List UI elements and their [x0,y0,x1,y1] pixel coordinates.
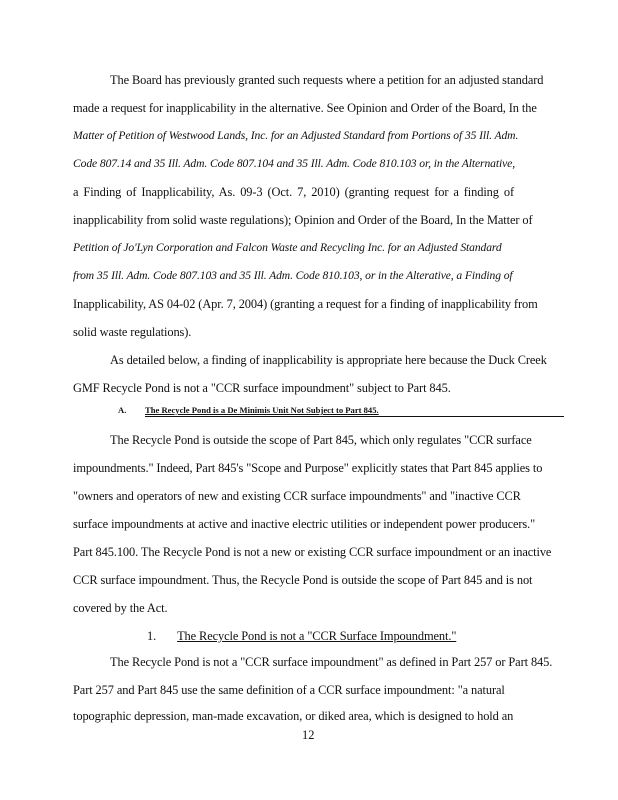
paragraph-line: The Recycle Pond is not a "CCR surface impoundment" as defined in Part 257 or Part 845. [110,655,553,669]
paragraph-line: The Board has previously granted such requests where a petition for an adjusted standard [110,73,544,87]
section-a-heading [118,405,379,415]
subsection-1-heading [147,628,456,644]
paragraph-line: As detailed below, a finding of inapplicability is appropriate here because the Duck Creek [110,353,547,367]
paragraph-line: covered by the Act. [73,601,168,615]
heading-underline [145,416,564,417]
paragraph-line: made a request for inapplicability in the alternative. See Opinion and Order of the Board, In the [73,101,537,115]
page-number: 12 [302,728,315,742]
paragraph-line: topographic depression, man-made excavation, or diked area, which is designed to hold an [73,709,514,723]
paragraph-line: solid waste regulations). [73,325,192,339]
paragraph-line: "owners and operators of new and existing CCR surface impoundments" and "inactive CCR [73,489,521,503]
subsection-number: 1. [147,629,157,643]
paragraph-line: The Recycle Pond is outside the scope of Part 845, which only regulates "CCR surface [110,433,532,447]
subsection-title: The Recycle Pond is not a "CCR Surface Impoundment." [177,629,457,643]
paragraph-line: Inapplicability, AS 04-02 (Apr. 7, 2004) (granting a request for a finding of inapplicability from [73,297,538,311]
paragraph-line: Code 807.14 and 35 Ill. Adm. Code 807.104 and 35 Ill. Adm. Code 810.103 or, in the Alternative, [73,157,515,170]
paragraph-line: surface impoundments at active and inactive electric utilities or independent power producers." [73,517,536,531]
paragraph-line: CCR surface impoundment. Thus, the Recycle Pond is outside the scope of Part 845 and is not [73,573,533,587]
paragraph-line: Matter of Petition of Westwood Lands, Inc. for an Adjusted Standard from Portions of 35 Ill. Adm. [73,129,519,142]
paragraph-line: GMF Recycle Pond is not a "CCR surface impoundment" subject to Part 845. [73,381,451,395]
paragraph-line: from 35 Ill. Adm. Code 807.103 and 35 Ill. Adm. Code 810.103, or in the Alterative, a Finding of [73,269,513,282]
paragraph-line: inapplicability from solid waste regulations); Opinion and Order of the Board, In the Matter of [73,213,533,227]
section-title: The Recycle Pond is a De Minimis Unit Not Subject to Part 845. [145,405,379,415]
paragraph-line: Part 845.100. The Recycle Pond is not a new or existing CCR surface impoundment or an inactive [73,545,552,559]
paragraph-line: Part 257 and Part 845 use the same definition of a CCR surface impoundment: "a natural [73,683,505,697]
paragraph-line: Petition of Jo'Lyn Corporation and Falcon Waste and Recycling Inc. for an Adjusted Standard [73,241,502,254]
section-letter: A. [118,405,127,415]
paragraph-line: a Finding of Inapplicability, As. 09-3 (Oct. 7, 2010) (granting request for a finding of [73,185,514,199]
paragraph-line: impoundments." Indeed, Part 845's "Scope and Purpose" explicitly states that Part 845 applies to [73,461,543,475]
